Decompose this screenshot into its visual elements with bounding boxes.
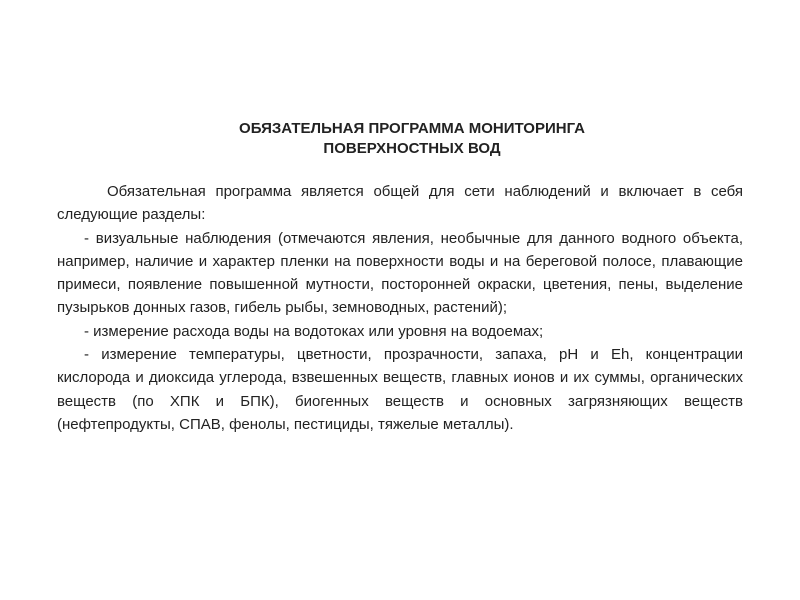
slide-content [57,119,743,436]
title-line-2: ПОВЕРХНОСТНЫХ ВОД [323,140,501,157]
intro-paragraph: Обязательная программа является общей для сети наблюдений и включает в себя следующие разделы: [57,183,743,224]
document-body [57,180,743,436]
list-item-water-flow: - измерение расхода воды на водотоках или уровня на водоемах; [84,322,544,340]
list-item-measurements: - измерение температуры, цветности, прозрачности, запаха, pH и Eh, концентрации кислорода и диоксида углерода, взвешенных веществ, главных ионов и их суммы, органических веществ (по ХПК и БПК), биогенных веществ и основных загрязняющих веществ (нефтепродукты, СПАВ, фенолы, пестициды, тяжелые металлы). [57,346,743,433]
title-line-1: ОБЯЗАТЕЛЬНАЯ ПРОГРАММА МОНИТОРИНГА [239,120,585,137]
page-title [57,119,743,159]
list-item-visual-observations: - визуальные наблюдения (отмечаются явления, необычные для данного водного объекта, например, наличие и характер пленки на поверхности воды и на береговой полосе, плавающие примеси, появление повышенной мутности, посторонней окраски, цветения, пены, выделение пузырьков донных газов, гибель рыбы, земноводных, растений); [57,229,743,317]
